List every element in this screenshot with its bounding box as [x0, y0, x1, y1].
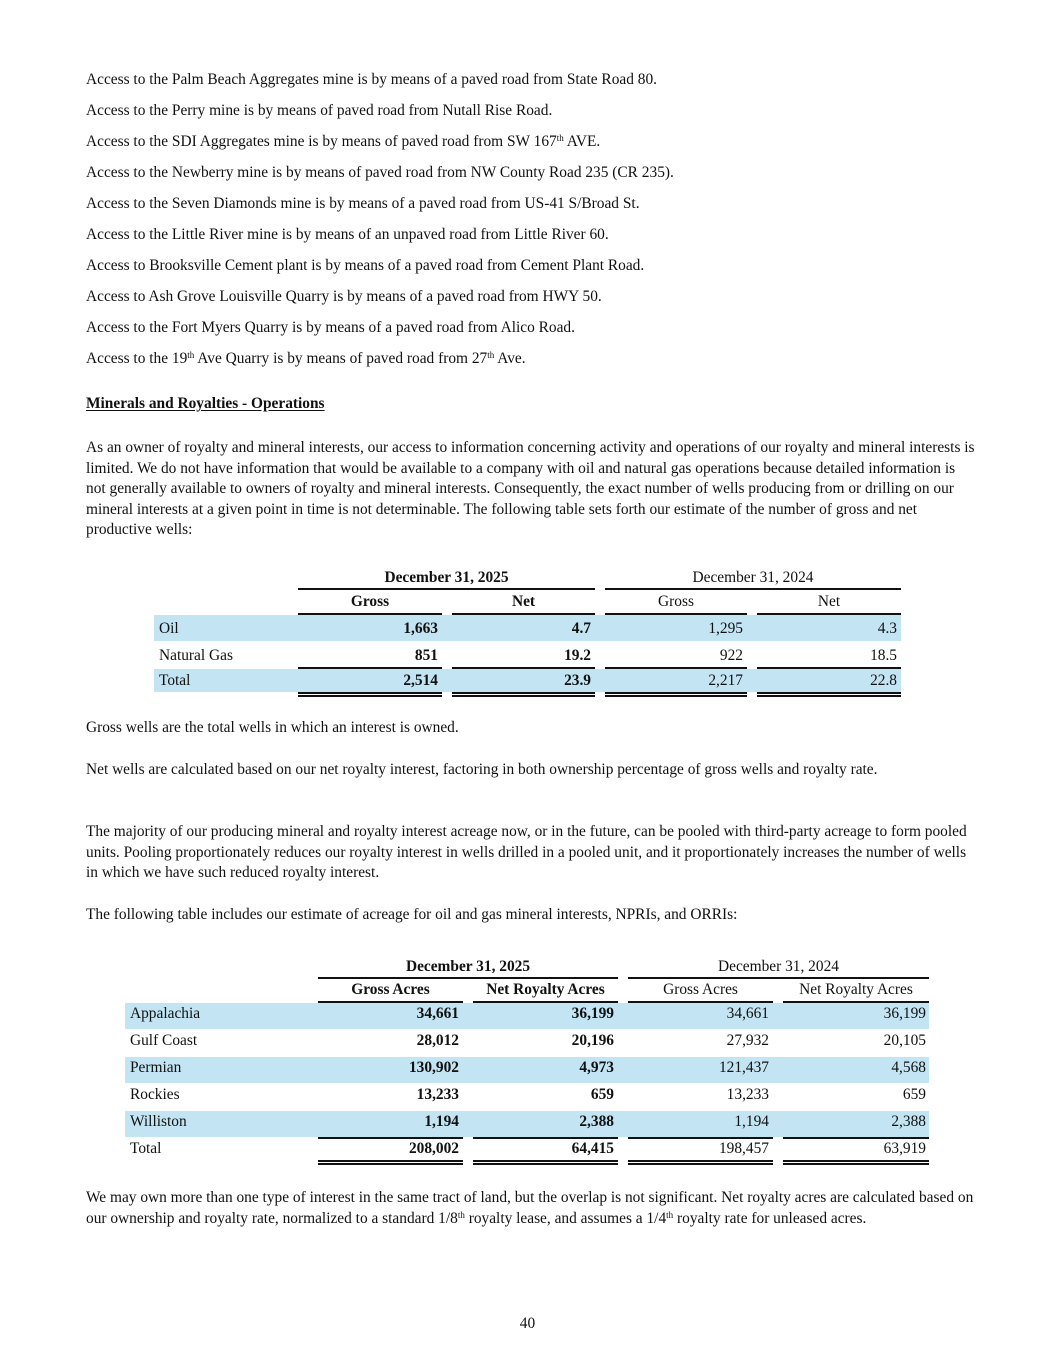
rule: [318, 1160, 463, 1162]
text: royalty lease, and assumes a 1/4: [464, 1209, 667, 1227]
rule: [757, 695, 901, 697]
section-heading: Minerals and Royalties - Operations: [86, 395, 325, 412]
rule: [757, 692, 901, 694]
acreage-cell: 208,002: [408, 1140, 459, 1157]
wells-cell: 851: [414, 647, 438, 664]
wells-row-label: Total: [159, 672, 191, 689]
acreage-cell: 34,661: [726, 1005, 769, 1022]
acreage-cell: 1,194: [734, 1113, 769, 1130]
text: Access to the SDI Aggregates mine is by means of paved road from SW 167: [86, 133, 557, 150]
access-line-sdi: [86, 132, 600, 152]
superscript: th: [187, 350, 195, 360]
wells-cell: 23.9: [564, 672, 591, 689]
rule: [298, 695, 442, 697]
superscript: th: [556, 133, 564, 143]
wells-period-2025: December 31, 2025: [384, 569, 509, 586]
wells-cell: 1,295: [708, 620, 743, 637]
acreage-cell: 1,194: [424, 1113, 459, 1130]
acreage-cell: 130,902: [408, 1059, 459, 1076]
acreage-col-net-2024: Net Royalty Acres: [799, 981, 913, 998]
text: Access to the Palm Beach Aggregates mine is by means of a paved road from State Road 80.: [86, 71, 658, 88]
wells-cell: 922: [719, 647, 743, 664]
text: Access to the Seven Diamonds mine is by means of a paved road from US-41 S/Broad St.: [86, 195, 640, 212]
acreage-cell: 2,388: [579, 1113, 614, 1130]
text: Access to Ash Grove Louisville Quarry is by means of a paved road from HWY 50.: [86, 288, 602, 305]
text: Access to Brooksville Cement plant is by means of a paved road from Cement Plant Road.: [86, 257, 645, 274]
rule: [605, 695, 747, 697]
access-line-little-river: [86, 225, 609, 245]
access-line-perry: [86, 101, 552, 121]
acreage-row-label: Appalachia: [130, 1005, 201, 1022]
wells-cell: 18.5: [870, 647, 897, 664]
acreage-intro-paragraph: The following table includes our estimate of acreage for oil and gas mineral interests, NPRIs, and ORRIs:: [86, 906, 738, 923]
rule: [473, 1163, 618, 1165]
acreage-cell: 27,932: [726, 1032, 769, 1049]
closing-paragraph: [86, 1188, 976, 1229]
rule: [452, 692, 595, 694]
acreage-cell: 13,233: [726, 1086, 769, 1103]
rule: [628, 1163, 773, 1165]
acreage-col-gross-2025: Gross Acres: [351, 981, 430, 998]
wells-cell: 4.7: [571, 620, 591, 637]
access-line-palm-beach: [86, 70, 657, 90]
wells-cell: 4.3: [877, 620, 897, 637]
superscript: th: [666, 1209, 674, 1220]
rule: [318, 977, 618, 979]
wells-col-gross-2024: Gross: [658, 593, 694, 610]
acreage-cell: 198,457: [718, 1140, 769, 1157]
superscript: th: [457, 1209, 465, 1220]
access-line-brooksville: [86, 256, 644, 276]
acreage-row-label: Permian: [130, 1059, 182, 1076]
wells-cell: 2,217: [708, 672, 743, 689]
acreage-row-label: Rockies: [130, 1086, 180, 1103]
rule: [628, 977, 929, 979]
acreage-cell: 28,012: [416, 1032, 459, 1049]
rule: [783, 1163, 929, 1165]
acreage-cell: 2,388: [891, 1113, 926, 1130]
acreage-col-gross-2024: Gross Acres: [663, 981, 738, 998]
wells-cell: 19.2: [564, 647, 591, 664]
acreage-row-label: Williston: [130, 1113, 187, 1130]
text: royalty rate for unleased acres.: [673, 1209, 867, 1227]
acreage-cell: 4,973: [579, 1059, 614, 1076]
acreage-cell: 20,105: [883, 1032, 926, 1049]
acreage-row-label: Total: [130, 1140, 162, 1157]
rule: [783, 1160, 929, 1162]
acreage-period-2024: December 31, 2024: [718, 958, 839, 975]
wells-col-gross-2025: Gross: [350, 593, 390, 610]
text: Access to the Perry mine is by means of paved road from Nutall Rise Road.: [86, 102, 553, 119]
wells-cell: 2,514: [403, 672, 438, 689]
acreage-cell: 13,233: [416, 1086, 459, 1103]
acreage-col-net-2025: Net Royalty Acres: [486, 981, 605, 998]
acreage-cell: 63,919: [883, 1140, 926, 1157]
rule: [298, 588, 595, 590]
rule: [605, 588, 901, 590]
acreage-cell: 64,415: [571, 1140, 614, 1157]
text: Ave Quarry is by means of paved road from 27: [194, 350, 488, 367]
net-wells-paragraph: Net wells are calculated based on our net royalty interest, factoring in both ownership percentage of gross wells and royalty rate.: [86, 761, 878, 778]
text: Ave.: [494, 350, 526, 367]
acreage-cell: 659: [902, 1086, 926, 1103]
access-line-ash-grove: [86, 287, 602, 307]
wells-row-label: Natural Gas: [159, 647, 233, 664]
access-line-seven-diamonds: [86, 194, 640, 214]
wells-col-net-2024: Net: [817, 593, 841, 610]
rule: [298, 692, 442, 694]
text: Access to the 19: [86, 350, 188, 367]
wells-cell: 1,663: [403, 620, 438, 637]
access-line-fort-myers: [86, 318, 575, 338]
text: AVE.: [563, 133, 601, 150]
acreage-cell: 659: [590, 1086, 614, 1103]
text: Access to the Newberry mine is by means of paved road from NW County Road 235 (CR 235).: [86, 164, 674, 181]
wells-col-net-2025: Net: [511, 593, 536, 610]
acreage-row-label: Gulf Coast: [130, 1032, 198, 1049]
wells-cell: 22.8: [870, 672, 897, 689]
access-line-newberry: [86, 163, 674, 183]
text: Access to the Fort Myers Quarry is by means of a paved road from Alico Road.: [86, 319, 575, 336]
rule: [628, 1160, 773, 1162]
wells-row-label: Oil: [159, 620, 179, 637]
gross-wells-paragraph: Gross wells are the total wells in which an interest is owned.: [86, 719, 459, 736]
acreage-cell: 121,437: [718, 1059, 769, 1076]
text: We may own more than one type of interest in the same tract of land, but the overlap is not significant. Net royalty acres are calculated based on our ownership and royalty rate, normalized to a standard 1/8: [86, 1189, 974, 1227]
rule: [605, 692, 747, 694]
intro-paragraph: As an owner of royalty and mineral interests, our access to information concerning activity and operations of our royalty and mineral interests is limited. We do not have information that would be available to a company with oil and natural gas operations because detailed information is not generally available to owners of royalty and mineral interests. Consequently, the exact number of wells producing from or drilling on our mineral interests at a given point in time is not determinable. The following table sets forth our estimate of the number of gross and net productive wells:: [86, 439, 975, 538]
access-line-19th-ave: [86, 349, 526, 369]
acreage-cell: 34,661: [416, 1005, 459, 1022]
superscript: th: [487, 350, 495, 360]
rule: [452, 695, 595, 697]
acreage-cell: 36,199: [883, 1005, 926, 1022]
acreage-cell: 4,568: [891, 1059, 926, 1076]
pooling-paragraph: The majority of our producing mineral and royalty interest acreage now, or in the future, can be pooled with third-party acreage to form pooled units. Pooling proportionately reduces our royalty interest in wells drilled in a pooled unit, and it proportionately increases the number of wells in which we have such reduced royalty interest.: [86, 823, 967, 881]
rule: [473, 1160, 618, 1162]
acreage-cell: 36,199: [571, 1005, 614, 1022]
rule: [318, 1163, 463, 1165]
acreage-cell: 20,196: [571, 1032, 614, 1049]
wells-period-2024: December 31, 2024: [692, 569, 814, 586]
acreage-period-2025: December 31, 2025: [405, 958, 531, 975]
text: Access to the Little River mine is by means of an unpaved road from Little River 60.: [86, 226, 609, 243]
page-number: 40: [519, 1315, 536, 1332]
